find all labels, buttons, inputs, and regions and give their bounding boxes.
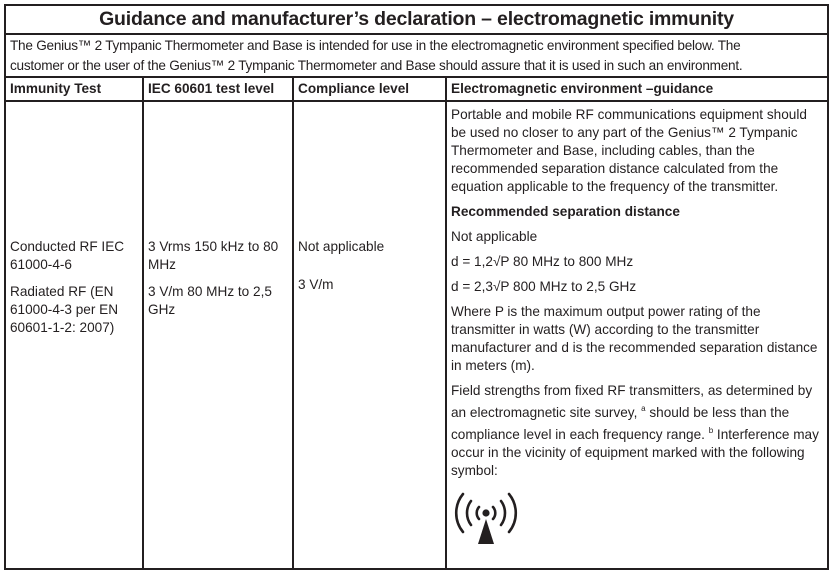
iec-level-conducted: 3 Vrms 150 kHz to 80 MHz xyxy=(148,239,279,272)
guidance-para-3 xyxy=(451,382,823,480)
header-row xyxy=(6,78,827,102)
para3-part-a: Field strengths from fixed RF transmitters, as determined by an electromagnetic site survey, xyxy=(451,383,813,420)
iec-level-radiated: 3 V/m 80 MHz to 2,5 GHz xyxy=(148,284,272,317)
footnote-b: b xyxy=(708,426,714,435)
compliance-radiated: 3 V/m xyxy=(298,277,334,292)
guidance-para-2: Where P is the maximum output power rating of the transmitter in watts (W) according to the transmitter manufacturer and d is the recommended separation distance in meters (m). xyxy=(451,304,818,373)
intro-line-1: The Genius™ 2 Tympanic Thermometer and Base is intended for use in the electromagnetic environment specified below. The xyxy=(10,38,741,53)
col-header-iec-level: IEC 60601 test level xyxy=(144,78,294,100)
separation-heading: Recommended separation distance xyxy=(451,204,680,219)
footnote-a: a xyxy=(641,404,646,413)
separation-not-applicable: Not applicable xyxy=(451,229,538,244)
equation-800-2500: d = 2,3√P 800 MHz to 2,5 GHz xyxy=(451,279,637,294)
iec-level-cell xyxy=(144,102,294,568)
col-header-immunity-test: Immunity Test xyxy=(6,78,144,100)
non-ionizing-radiation-icon xyxy=(451,486,521,546)
intro-line-2: customer or the user of the Genius™ 2 Tympanic Thermometer and Base should assure that it is used in such an environment. xyxy=(10,57,743,73)
col-header-compliance: Compliance level xyxy=(294,78,447,100)
para3-part-c: Interference may occur in the vicinity of equipment marked with the following symbol: xyxy=(451,427,819,478)
intro-text xyxy=(6,35,827,78)
col-header-guidance: Electromagnetic environment –guidance xyxy=(451,81,714,96)
table-title: Guidance and manufacturer’s declaration – electromagnetic immunity xyxy=(6,6,827,35)
emc-immunity-table xyxy=(4,4,829,570)
test-conducted-rf: Conducted RF IEC 61000-4-6 xyxy=(10,239,125,272)
immunity-test-cell xyxy=(6,102,144,568)
test-radiated-rf: Radiated RF (EN 61000-4-3 per EN 60601-1-2: 2007) xyxy=(10,284,119,335)
equation-80-800: d = 1,2√P 80 MHz to 800 MHz xyxy=(451,254,634,269)
guidance-para-1: Portable and mobile RF communications equipment should be used no closer to any part of the Genius™ 2 Tympanic Thermometer and Base, including cables, than the recommended separation distance calculated from the equation applicable to the frequency of the transmitter. xyxy=(451,107,807,194)
compliance-conducted: Not applicable xyxy=(298,239,385,254)
table-body-row xyxy=(6,102,827,568)
guidance-cell xyxy=(447,102,827,568)
compliance-cell xyxy=(294,102,447,568)
para3-part-b: should be less than the compliance level in each frequency range. xyxy=(451,405,790,442)
